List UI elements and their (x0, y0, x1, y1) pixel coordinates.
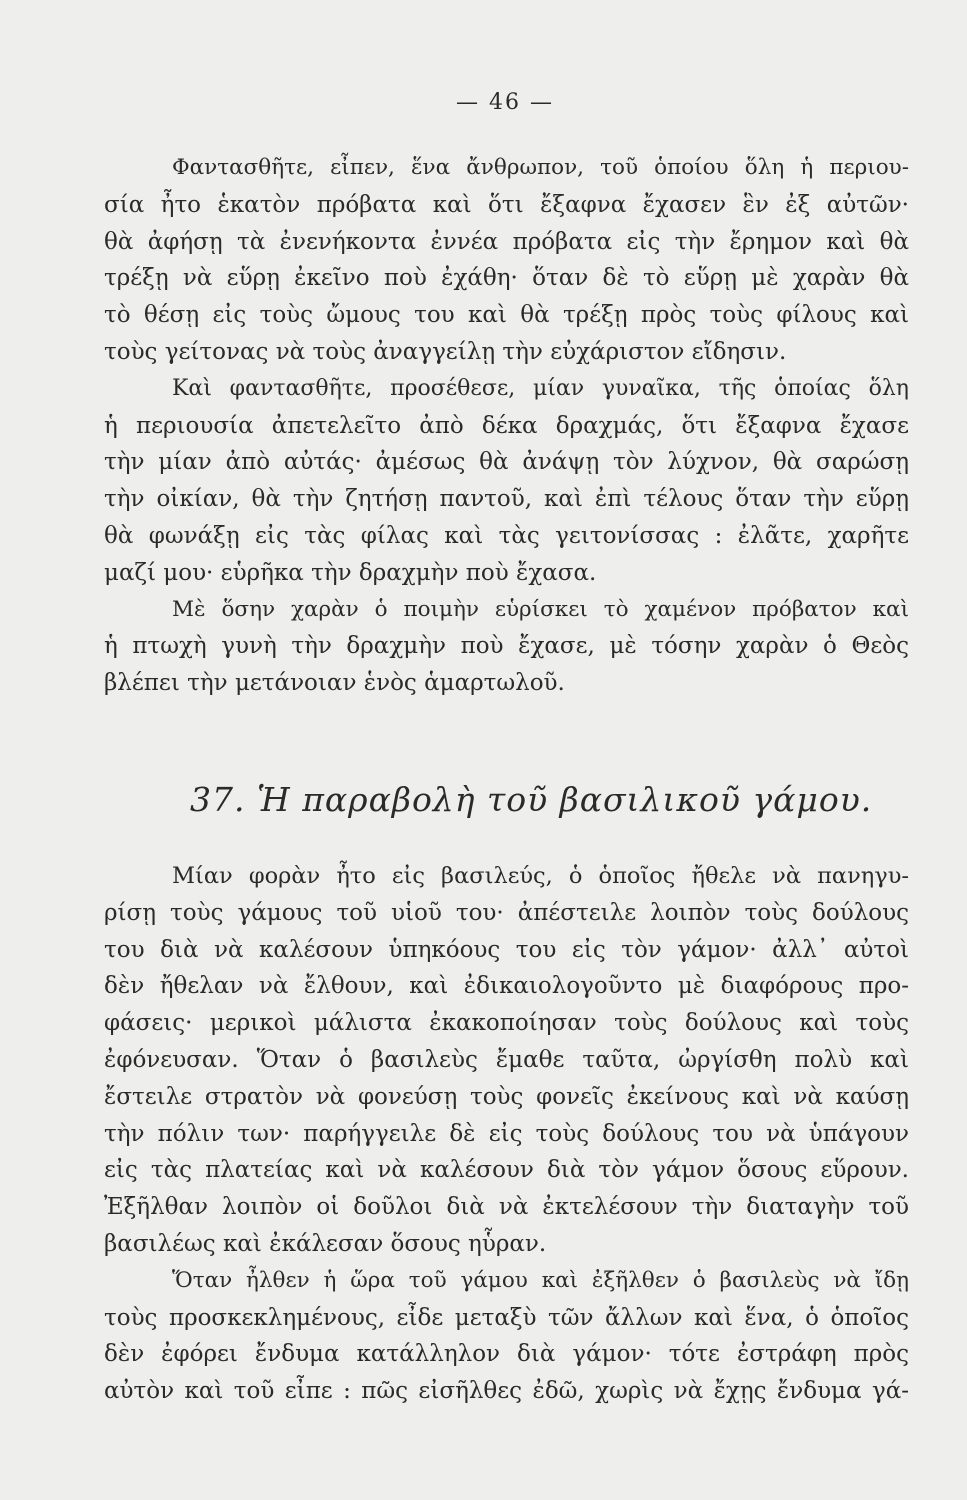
text-line: ρίσῃ τοὺς γάμους τοῦ υἱοῦ του· ἀπέστειλε λοιπὸν τοὺς δούλους (104, 899, 909, 926)
paragraph (104, 858, 909, 1263)
text-line: ἡ πτωχὴ γυνὴ τὴν δραχμὴν ποὺ ἔχασε, μὲ τόσην χαρὰν ὁ Θεὸς (104, 633, 909, 660)
text-line: δὲν ἤθελαν νὰ ἔλθουν, καὶ ἐδικαιολογοῦντο μὲ διαφόρους προ- (104, 973, 909, 1000)
paragraph (104, 592, 909, 702)
text-line: τοὺς προσκεκλημένους, εἶδε μεταξὺ τῶν ἄλλων καὶ ἕνα, ὁ ὁποῖος (104, 1304, 909, 1331)
text-line: θὰ ἀφήσῃ τὰ ἐνενήκοντα ἐννέα πρόβατα εἰς τὴν ἔρημον καὶ θὰ (104, 228, 909, 255)
text-line: τὴν πόλιν των· παρήγγειλε δὲ εἰς τοὺς δούλους του νὰ ὑπάγουν (104, 1120, 909, 1147)
section-heading: 37. Ἡ παραβολὴ τοῦ βασιλικοῦ γάμου. (190, 780, 873, 819)
paragraph (104, 150, 909, 371)
text-line: βασιλέως καὶ ἐκάλεσαν ὅσους ηὗραν. (104, 1230, 547, 1257)
text-line: Μὲ ὅσην χαρὰν ὁ ποιμὴν εὑρίσκει τὸ χαμένον πρόβατον καὶ (172, 596, 909, 622)
text-line: ἔστειλε στρατὸν νὰ φονεύσῃ τοὺς φονεῖς ἐκείνους καὶ νὰ καύσῃ (104, 1083, 909, 1110)
text-line: τὴν οἰκίαν, θὰ τὴν ζητήσῃ παντοῦ, καὶ ἐπὶ τέλους ὅταν τὴν εὕρῃ (104, 486, 909, 513)
text-line: θὰ φωνάξῃ εἰς τὰς φίλας καὶ τὰς γειτονίσσας : ἐλᾶτε, χαρῆτε (104, 522, 909, 549)
text-line: τὴν μίαν ἀπὸ αὐτάς· ἀμέσως θὰ ἀνάψῃ τὸν λύχνον, θὰ σαρώσῃ (104, 449, 909, 476)
paragraph (104, 1263, 909, 1410)
text-block-upper (104, 150, 909, 702)
text-line: αὐτὸν καὶ τοῦ εἶπε : πῶς εἰσῆλθες ἐδῶ, χωρὶς νὰ ἔχῃς ἔνδυμα γά- (104, 1378, 909, 1405)
text-line: Ὅταν ἦλθεν ἡ ὥρα τοῦ γάμου καὶ ἐξῆλθεν ὁ βασιλεὺς νὰ ἴδῃ (172, 1267, 909, 1293)
text-line: μαζί μου· εὑρῆκα τὴν δραχμὴν ποὺ ἔχασα. (104, 559, 597, 586)
text-line: τὸ θέσῃ εἰς τοὺς ὤμους του καὶ θὰ τρέξῃ πρὸς τοὺς φίλους καὶ (104, 302, 909, 329)
text-line: του διὰ νὰ καλέσουν ὑπηκόους του εἰς τὸν γάμον· ἀλλ᾿ αὐτοὶ (104, 936, 909, 963)
paragraph (104, 371, 909, 592)
text-block-lower (104, 858, 909, 1410)
text-line: φάσεις· μερικοὶ μάλιστα ἐκακοποίησαν τοὺς δούλους καὶ τοὺς (104, 1010, 909, 1037)
text-line: ἐφόνευσαν. Ὅταν ὁ βασιλεὺς ἔμαθε ταῦτα, ὠργίσθη πολὺ καὶ (104, 1046, 909, 1073)
text-line: Ἐξῆλθαν λοιπὸν οἱ δοῦλοι διὰ νὰ ἐκτελέσουν τὴν διαταγὴν τοῦ (104, 1194, 909, 1221)
text-line: δὲν ἐφόρει ἔνδυμα κατάλληλον διὰ γάμον· τότε ἐστράφη πρὸς (104, 1341, 909, 1368)
text-line: τρέξῃ νὰ εὕρῃ ἐκεῖνο ποὺ ἐχάθη· ὅταν δὲ τὸ εὕρῃ μὲ χαρὰν θὰ (104, 265, 909, 292)
text-line: Καὶ φαντασθῆτε, προσέθεσε, μίαν γυναῖκα, τῆς ὁποίας ὅλη (172, 375, 909, 401)
text-line: εἰς τὰς πλατείας καὶ νὰ καλέσουν διὰ τὸν γάμον ὅσους εὕρουν. (104, 1157, 909, 1184)
text-line: Φαντασθῆτε, εἶπεν, ἕνα ἄνθρωπον, τοῦ ὁποίου ὅλη ἡ περιου- (172, 155, 909, 180)
text-line: σία ἦτο ἑκατὸν πρόβατα καὶ ὅτι ἔξαφνα ἔχασεν ἓν ἐξ αὐτῶν· (104, 191, 909, 218)
text-line: βλέπει τὴν μετάνοιαν ἑνὸς ἁμαρτωλοῦ. (104, 670, 565, 697)
page-number: — 46 — (456, 90, 554, 115)
text-line: τοὺς γείτονας νὰ τοὺς ἀναγγείλῃ τὴν εὐχάριστον εἴδησιν. (104, 338, 787, 365)
text-line: ἡ περιουσία ἀπετελεῖτο ἀπὸ δέκα δραχμάς, ὅτι ἔξαφνα ἔχασε (104, 412, 909, 439)
text-line: Μίαν φορὰν ἦτο εἰς βασιλεύς, ὁ ὁποῖος ἤθελε νὰ πανηγυ- (172, 863, 909, 889)
